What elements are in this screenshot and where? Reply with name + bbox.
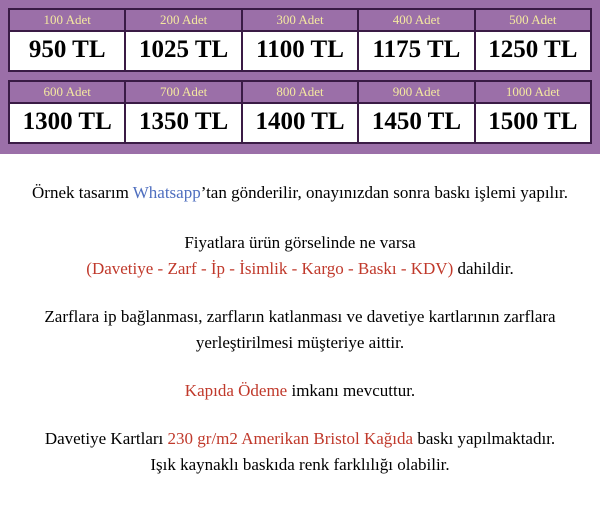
quantity-label: 500 Adet — [476, 10, 590, 32]
quantity-label: 300 Adet — [243, 10, 357, 32]
price-row — [8, 80, 592, 144]
price-value: 1500 TL — [488, 108, 578, 135]
note-text: Örnek tasarım — [32, 183, 133, 202]
price-value: 1400 TL — [255, 108, 345, 135]
price-cell — [476, 10, 590, 70]
price-value: 1300 TL — [22, 108, 112, 135]
quantity-label: 600 Adet — [10, 82, 124, 104]
price-value: 1250 TL — [488, 36, 578, 63]
quantity-label: 800 Adet — [243, 82, 357, 104]
price-value: 1450 TL — [371, 108, 461, 135]
quantity-label: 200 Adet — [126, 10, 240, 32]
quantity-label: 1000 Adet — [476, 82, 590, 104]
price-cell — [359, 10, 475, 70]
note-text: dahildir. — [453, 259, 514, 278]
note-text: Fiyatlara ürün görselinde ne varsa — [184, 233, 416, 252]
note-text: Zarflara ip bağlanması, zarfların katlanması ve davetiye kartlarının zarflara — [44, 307, 556, 326]
note-text: yerleştirilmesi müşteriye aittir. — [195, 333, 405, 352]
price-value: 1025 TL — [139, 36, 229, 63]
note-design-approval — [10, 180, 590, 206]
note-included-items: (Davetiye - Zarf - İp - İsimlik - Kargo - Baskı - KDV) — [86, 259, 454, 278]
price-cell — [359, 82, 475, 142]
price-cell — [476, 82, 590, 142]
price-cell — [10, 82, 126, 142]
note-paper-type — [10, 426, 590, 478]
note-text: Davetiye Kartları — [44, 429, 168, 448]
quantity-label: 900 Adet — [359, 82, 473, 104]
price-cell — [126, 10, 242, 70]
note-text: ’tan gönderilir, onayınızdan sonra baskı işlemi yapılır. — [200, 183, 568, 202]
price-table — [0, 0, 600, 154]
quantity-label: 700 Adet — [126, 82, 240, 104]
price-row — [8, 8, 592, 72]
quantity-label: 400 Adet — [359, 10, 473, 32]
price-value: 950 TL — [28, 36, 106, 63]
note-text: baskı yapılmaktadır. — [413, 429, 556, 448]
note-cash-on-delivery — [10, 378, 590, 404]
price-cell — [10, 10, 126, 70]
price-cell — [126, 82, 242, 142]
paper-spec-label: 230 gr/m2 Amerikan Bristol Kağıda — [167, 429, 414, 448]
price-cell — [243, 10, 359, 70]
note-customer-responsibility — [10, 304, 590, 356]
price-value: 1350 TL — [139, 108, 229, 135]
price-cell — [243, 82, 359, 142]
whatsapp-link[interactable]: Whatsapp — [132, 183, 201, 202]
note-price-includes — [10, 230, 590, 282]
price-value: 1175 TL — [372, 36, 461, 63]
cash-on-delivery-label: Kapıda Ödeme — [184, 381, 288, 400]
price-value: 1100 TL — [256, 36, 344, 63]
note-text: Işık kaynaklı baskıda renk farklılığı olabilir. — [150, 455, 450, 474]
quantity-label: 100 Adet — [10, 10, 124, 32]
note-text: imkanı mevcuttur. — [287, 381, 416, 400]
notes-section — [0, 154, 600, 478]
